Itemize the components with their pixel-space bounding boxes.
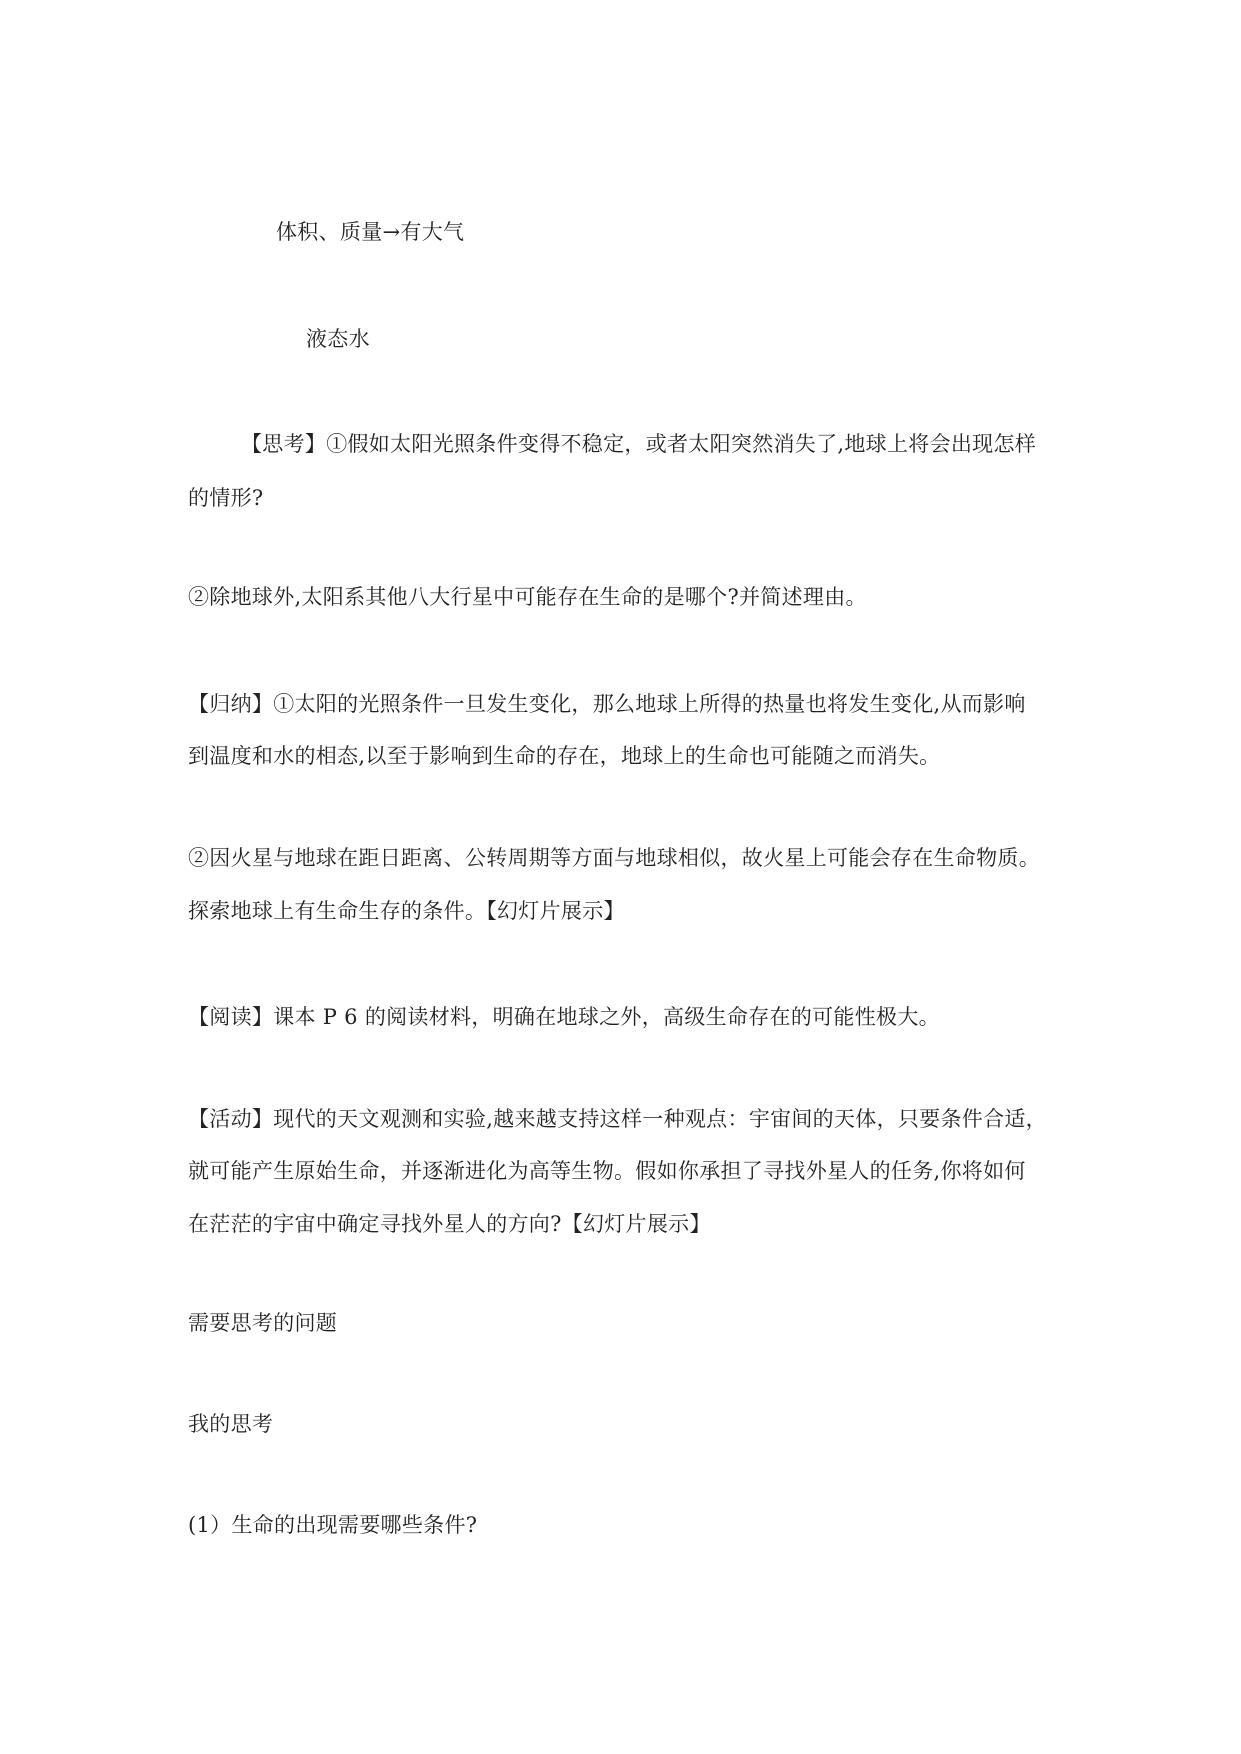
my-thinking-heading: 我的思考	[188, 1412, 274, 1436]
line-volume-mass-atmosphere: 体积、质量→有大气	[276, 220, 465, 244]
summary-point-2-line-2: 探索地球上有生命生存的条件。【幻灯片展示】	[188, 899, 625, 923]
summary-point-2-line-1: ②因火星与地球在距日距离、公转周期等方面与地球相似，故火星上可能会存在生命物质。	[188, 846, 1040, 870]
think-question-2: ②除地球外,太阳系其他八大行星中可能存在生命的是哪个?并简述理由。	[188, 585, 867, 609]
line-liquid-water: 液态水	[306, 327, 370, 351]
activity-paragraph-line-2: 就可能产生原始生命，并逐渐进化为高等生物。假如你承担了寻找外星人的任务,你将如何	[188, 1159, 1026, 1183]
reading-paragraph: 【阅读】课本 P 6 的阅读材料，明确在地球之外，高级生命存在的可能性极大。	[188, 1005, 940, 1029]
question-1: (1）生命的出现需要哪些条件?	[188, 1513, 478, 1537]
summary-paragraph-line-1: 【归纳】①太阳的光照条件一旦发生变化，那么地球上所得的热量也将发生变化,从而影响	[188, 692, 1026, 716]
think-paragraph-line-1: 【思考】①假如太阳光照条件变得不稳定，或者太阳突然消失了,地球上将会出现怎样	[241, 432, 1037, 456]
questions-heading: 需要思考的问题	[188, 1311, 338, 1335]
activity-paragraph-line-1: 【活动】现代的天文观测和实验,越来越支持这样一种观点：宇宙间的天体，只要条件合适，	[188, 1107, 1047, 1131]
think-paragraph-line-2: 的情形?	[188, 486, 264, 510]
summary-paragraph-line-2: 到温度和水的相态,以至于影响到生命的存在，地球上的生命也可能随之而消失。	[188, 744, 941, 768]
activity-paragraph-line-3: 在茫茫的宇宙中确定寻找外星人的方向?【幻灯片展示】	[188, 1212, 711, 1236]
